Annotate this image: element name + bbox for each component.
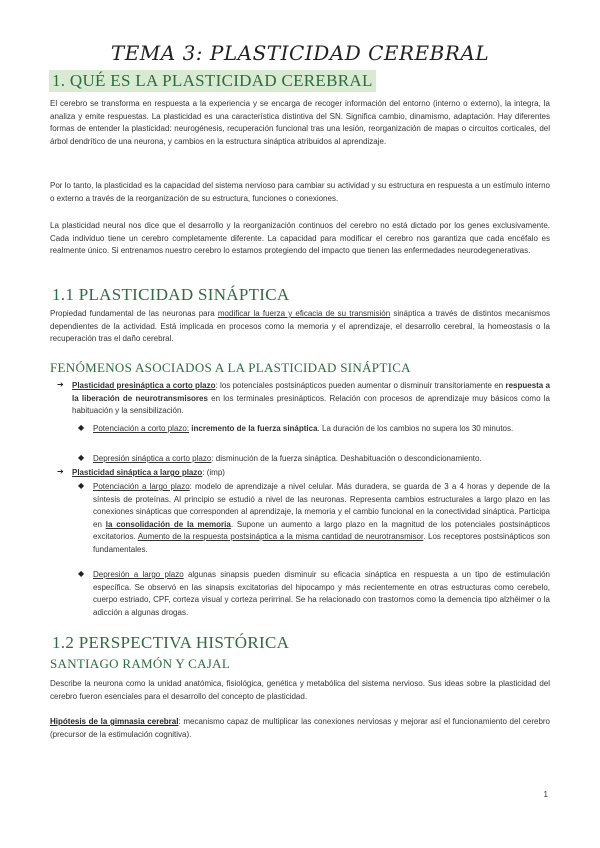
diamond-bullet-icon: ◆ <box>78 453 85 462</box>
list-item-short-term-depression: Depresión sináptica a corto plazo: disminución de la fuerza sináptica. Deshabituación o descondicionamiento. <box>93 454 482 463</box>
section-1-2-heading: 1.2 PERSPECTIVA HISTÓRICA <box>52 633 290 652</box>
list-item-long-term-potentiation: Potenciación a largo plazo: modelo de aprendizaje a nivel celular. Más duradera, se guarda de 3 a 4 horas y depende de la síntesis de proteínas. Al principio se estudió a nivel de las neuronas. Representa cambios estructurales a largo plazo en las conexiones sinápticas que corresponden al aprendizaje, la memoria y el cambio funcional en la conectividad sináptica. Participa en la consolidación de la memoria. Supone un aumento a largo plazo en la magnitud de los potenciales postsinápticos excitatorios. Aumento de la respuesta postsináptica a la misma cantidad de neurotransmisor. Los receptores postsinápticos son fundamentales. <box>93 482 551 554</box>
section-1-2-paragraph-1: Describe la neurona como la unidad anatómica, fisiológica, genética y metabólica del sistema nervioso. Sus ideas sobre la plasticidad del cerebro fueron esenciales para el desarrollo del concepto de plasticidad. <box>50 679 550 701</box>
section-1-1-paragraph: Propiedad fundamental de las neuronas para modificar la fuerza y eficacia de su transmisión sináptica a través de distintos mecanismos dependientes de la actividad. Está implicada en procesos como la memoria y el aprendizaje, el desarrollo cerebral, la homeostasis o la recuperación tras el daño cerebral. <box>50 309 550 343</box>
list-item-long-term-depression: Depresión a largo plazo algunas sinapsis pueden disminuir su eficacia sináptica en respuesta a un tipo de estimulación específica. Se observó en las sinapsis excitatorias del hipocampo y más recientemente en otras estructuras como cerebelo, cuerpo estriado, CPF, corteza visual y corteza perirrinal. Se ha relacionado con trastornos como la demencia tipo alzhéimer o la adicción a algunas drogas. <box>93 570 550 617</box>
arrow-bullet-icon: ➔ <box>57 380 64 389</box>
document-title: TEMA 3: PLASTICIDAD CEREBRAL <box>110 41 490 65</box>
section-1-paragraph-1: El cerebro se transforma en respuesta a la experiencia y se encarga de recoger información del entorno (interno o externo), la integra, la analiza y emite respuestas. La plasticidad es una característica distintiva del SN. Significa cambio, dinamismo, adaptación. Hay diferentes formas de entender la plasticidad: neurogénesis, recuperación funcional tras una lesión, reorganización de mapas o circuitos corticales, del árbol dendrítico de una neurona, y cambios en la estructura sináptica atribuidos al aprendizaje. <box>50 99 550 146</box>
list-item-short-term-potentiation: Potenciación a corto plazo: incremento de la fuerza sináptica. La duración de los cambios no supera los 30 minutos. <box>93 424 514 433</box>
section-1-2-subheading: SANTIAGO RAMÓN Y CAJAL <box>50 656 231 671</box>
list-item-presynaptic: Plasticidad presináptica a corto plazo: los potenciales postsinápticos pueden aumentar o disminuir transitoriamente en respuesta a la liberación de neurotransmisores en los terminales presinápticos. Relación con procesos de aprendizaje muy básicos como la habituación y la sensibilización. <box>72 381 551 415</box>
diamond-bullet-icon: ◆ <box>78 569 85 578</box>
page-number: 1 <box>543 790 548 799</box>
section-1-paragraph-3: La plasticidad neural nos dice que el desarrollo y la reorganización continuos del cerebro no está dictado por los genes exclusivamente. Cada individuo tiene un cerebro completamente diferente. La capacidad para modificar el cerebro nos garantiza que cada encéfalo es realmente único. Si entrenamos nuestro cerebro lo estamos protegiendo del impacto que tienen las enfermedades neurodegenerativas. <box>50 221 550 255</box>
phenomena-heading: FENÓMENOS ASOCIADOS A LA PLASTICIDAD SINÁPTICA <box>50 360 411 375</box>
section-1-1-heading: 1.1 PLASTICIDAD SINÁPTICA <box>52 285 290 304</box>
section-1-heading: 1. QUÉ ES LA PLASTICIDAD CEREBRAL <box>49 70 376 92</box>
diamond-bullet-icon: ◆ <box>78 423 85 432</box>
section-1-2-paragraph-2: Hipótesis de la gimnasia cerebral: mecanismo capaz de multiplicar las conexiones nerviosas y mejorar así el funcionamiento del cerebro (precursor de la estimulación cognitiva). <box>50 717 551 739</box>
list-item-long-term: Plasticidad sináptica a largo plazo: (imp) <box>72 468 225 477</box>
section-1-paragraph-2: Por lo tanto, la plasticidad es la capacidad del sistema nervioso para cambiar su actividad y su estructura en respuesta a un estímulo interno o externo a través de la reorganización de su estructura, funciones o conexiones. <box>50 181 550 203</box>
arrow-bullet-icon: ➔ <box>57 467 64 476</box>
diamond-bullet-icon: ◆ <box>78 481 85 490</box>
